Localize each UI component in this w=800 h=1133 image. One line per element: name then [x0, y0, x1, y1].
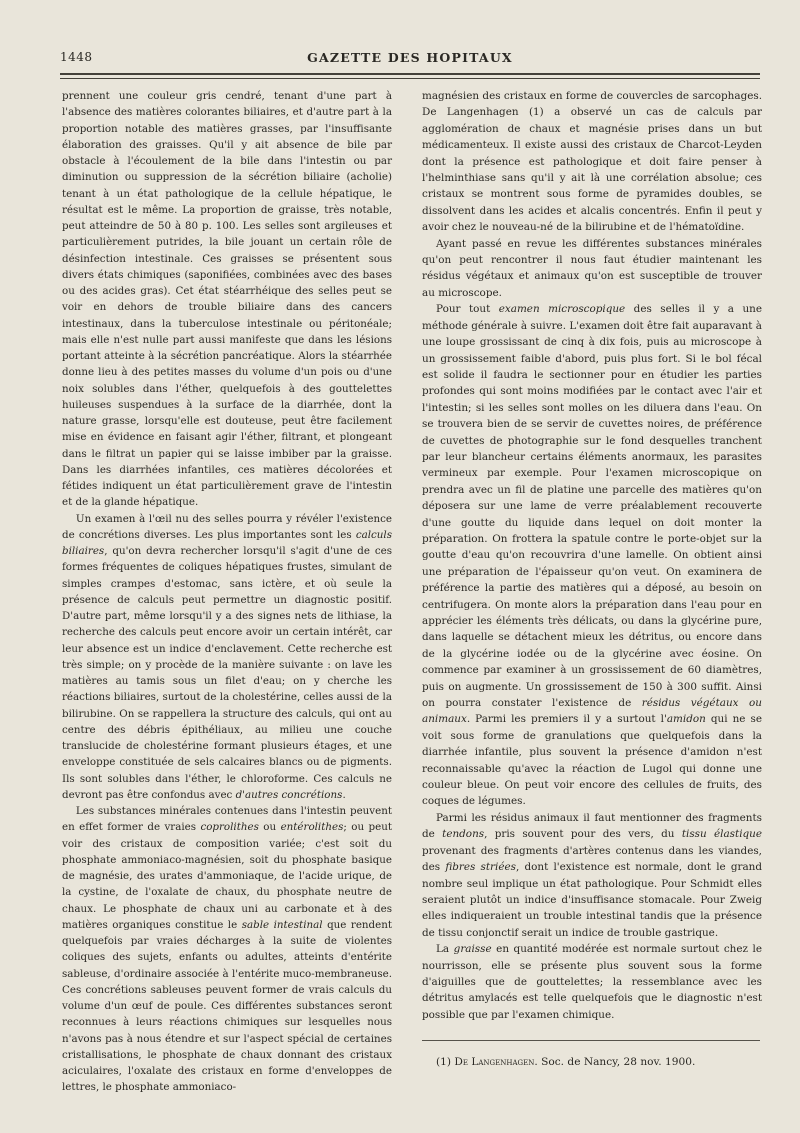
italic-term: amidon	[666, 713, 706, 726]
text-run: qui ne se voit sous forme de granulations que quelquefois dans la diarrhée infantile, plus souvent la présence d'amidon n'est reconnaissable qu'avec la réaction de Lugol qui donne une couleur bleue. On peut voir encore des cellules de fruits, des coques de légumes.	[422, 713, 762, 808]
paragraph	[422, 810, 762, 941]
text-run: Les substances minérales contenues dans l'intestin peuvent en effet former de vraies	[62, 805, 392, 834]
text-run: , dont l'existence est normale, dont le grand nombre seul implique un état pathologique. Pour Schmidt elles seraient plutôt un indice d'insuffisance stomacale. Pour Zweig elles indiqueraient un trouble intestinal tandis que la présence de tissu conjonctif serait un indice de trouble gastrique.	[422, 861, 763, 939]
footnote-rule	[422, 1040, 760, 1041]
left-column	[62, 88, 392, 1096]
italic-term: examen microscopique	[498, 303, 626, 316]
italic-term: fibres striées	[445, 861, 516, 874]
text-run: , qu'on devra rechercher lorsqu'il s'agit d'une de ces formes fréquentes de coliques hépatiques frustes, simulant de simples crampes d'estomac, sans ictère, et où seule la présence de calculs peut permettre un diagnostic positif. D'autre part, même lorsqu'il y a des signes nets de lithiase, la recherche des calculs peut encore avoir un certain intérêt, car leur absence est un indice d'enclavement. Cette recherche est très simple; on y procède de la manière suivante : on lave les matières au tamis sous un filet d'eau; on y cherche les réactions biliaires, surtout de la cholestérine, celles aussi de la bilirubine. On se rappellera la structure des calculs, qui ont au centre des débris épithéliaux, au milieu une couche translucide de cholestérine formant plusieurs étages, et une enveloppe constituée de sels calcaires blancs ou de pigments. Ils sont solubles dans l'éther, le chloroforme. Ces calculs ne devront pas être confondus avec	[62, 545, 392, 801]
italic-term: graisse	[453, 943, 492, 956]
italic-term: entérolithes	[280, 821, 344, 834]
text-run: , pris souvent pour des vers, du	[484, 828, 682, 841]
paragraph	[422, 301, 762, 810]
text-run: ou	[258, 821, 281, 834]
text-run: que rendent quelquefois par vraies décharges à la suite de violentes coliques des sujets, enfants ou adultes, atteints d'entérite sableuse, d'ordinaire associée à l'entérite muco-membraneuse. Ces concrétions sableuses peuvent former de vrais calculs du volume d'un œuf de poule. Ces différentes substances seront reconnues à leurs réactions chimiques sur lesquelles nous n'avons pas à nous étendre et sur l'aspect spécial de certaines cristallisations, le phosphate de chaux donnant des cristaux aciculaires, l'oxalate des cristaux en forme d'enveloppes de lettres, le phosphate ammoniaco-	[62, 918, 392, 1094]
text-run: Un examen à l'œil nu des selles pourra y révéler l'existence de concrétions diverses. Les plus importantes sont les	[62, 512, 392, 541]
text-run: magnésien des cristaux en forme de couvercles de sarcophages. De Langenhagen (1) a observé un cas de calculs par agglomération de chaux et magnésie prises dans un but médicamenteux. Il existe aussi des cristaux de Charcot-Leyden dont la présence est pathologique et doit faire penser à l'helminthiase sans qu'il y ait là une corrélation absolue; ces cristaux se montrent sous forme de pyramides doubles, se dissolvent dans les acides et alcalis concentrés. Enfin il peut y avoir chez le nouveau-né de la bilirubine et de l'hématoïdine.	[422, 90, 762, 234]
text-run: .	[342, 788, 346, 801]
paragraph	[422, 88, 762, 236]
text-run: des selles il y a une méthode générale à suivre. L'examen doit être fait auparavant à une loupe grossissant de cinq à dix fois, puis au microscope à un grossissement faible d'abord, puis plus fort. Si le bol fécal est solide il faudra le sectionner pour en étudier les parties profondes qui sont moins modifiées par le contact avec l'air et l'intestin; si les selles sont molles on les diluera dans l'eau. On se trouvera bien de se servir de cuvettes noires, de préférence de cuvettes de photographie sur le fond desquelles tranchent par leur blancheur certains éléments anormaux, les parasites vermineux par exemple. Pour l'examen microscopique on prendra avec un fil de platine une parcelle des matières qu'on déposera sur une lame de verre préalablement recouverte d'une goutte du liquide dans lequel on doit monter la préparation. On frottera la spatule contre le porte-objet sur la goutte d'eau qu'on recouvrira d'une lamelle. On obtient ainsi une préparation de l'épaisseur qu'on veut. On examinera de préférence la partie des matières qui a déposé, au besoin on centrifugera. On monte alors la préparation dans l'eau pour en apprécier les éléments très délicats, ou dans la glycérine pure, dans laquelle se détachent mieux les détritus, ou encore dans de la glycérine iodée ou de la glycérine avec éosine. On commence par examiner à un grossissement de 60 diamètres, puis on augmente. Un grossissement de 150 à 300 suffit. Ainsi on pourra constater l'existence de	[422, 303, 763, 710]
italic-term: calculs biliaires	[62, 528, 392, 557]
header-rule-thin	[60, 78, 760, 79]
text-run: Ayant passé en revue les différentes substances minérales qu'on peut rencontrer il nous faut étudier maintenant les résidus végétaux et animaux qu'on est susceptible de trouver au microscope.	[422, 237, 762, 299]
paragraph	[62, 511, 392, 804]
text-run: ; ou peut voir des cristaux de composition variée; c'est soit du phosphate ammoniaco-magnésien, soit du phosphate basique de magnésie, des urates d'ammoniaque, de l'acide urique, de la cystine, de l'oxalate de chaux, du phosphate neutre de chaux. Le phosphate de chaux uni au carbonate et à des matières organiques constitue le	[62, 821, 392, 931]
italic-term: tendons	[442, 828, 485, 841]
text-run: Parmi les résidus animaux il faut mentionner des fragments de	[422, 811, 762, 841]
italic-term: d'autres concrétions	[235, 788, 343, 801]
right-column	[422, 88, 762, 1023]
text-run: La	[436, 943, 454, 956]
italic-term: sable intestinal	[241, 918, 323, 931]
text-run: . Parmi les premiers il y a surtout l'	[466, 713, 667, 726]
text-run: Pour tout	[436, 303, 499, 316]
header-rule-thick	[60, 73, 760, 75]
footnote-marker: (1)	[436, 1056, 455, 1068]
footnote	[436, 1055, 695, 1069]
text-run: provenant des fragments d'artères contenus dans les viandes, des	[422, 844, 762, 874]
footnote-text: . Soc. de Nancy, 28 nov. 1900.	[534, 1056, 696, 1068]
italic-term: coprolithes	[200, 821, 259, 834]
paragraph	[62, 88, 392, 511]
running-title: GAZETTE DES HOPITAUX	[307, 50, 513, 65]
text-run: prennent une couleur gris cendré, tenant d'une part à l'absence des matières colorantes biliaires, et d'autre part à la proportion notable des matières grasses, par l'insuffisante élaboration des graisses. Qu'il y ait absence de bile par obstacle à l'écoulement de la bile dans l'intestin ou par diminution ou suppression de la sécrétion biliaire (acholie) tenant à un état pathologique de la cellule hépatique, le résultat est le même. La proportion de graisse, très notable, peut atteindre de 50 à 80 p. 100. Les selles sont argileuses et particulièrement putrides, la bile jouant un certain rôle de désinfection intestinale. Ces graisses se présentent sous divers états chimiques (saponifiées, combinées avec des bases ou des acides gras). Cet état stéarrhéique des selles peut se voir en dehors de trouble biliaire dans des cancers intestinaux, dans la tuberculose intestinale ou péritonéale; mais elle n'est nulle part aussi manifeste que dans les lésions portant atteinte à la sécrétion pancréatique. Alors la stéarrhée donne lieu à des petites masses du volume d'un pois ou d'une noix solubles dans l'éther, quelquefois à des gouttelettes huileuses suspendues à la surface de la diarrhée, dont la nature grasse, lorsqu'elle est douteuse, peut être facilement mise en évidence en faisant agir l'éther, filtrant, et plongeant dans le filtrat un papier qui se laisse imbiber par la graisse. Dans les diarrhées infantiles, ces matières décolorées et fétides indiquent un état particulièrement grave de l'intestin et de la glande hépatique.	[62, 90, 392, 509]
italic-term: tissu élastique	[681, 828, 763, 841]
paragraph	[62, 803, 392, 1096]
text-run: en quantité modérée est normale surtout chez le nourrisson, elle se présente plus souvent sous la forme d'aiguilles que de gouttelettes; la ressemblance avec les détritus amylacés est telle quelquefois que le diagnostic n'est possible que par l'examen chimique.	[422, 943, 762, 1021]
paragraph	[422, 236, 762, 302]
page-header	[60, 50, 760, 70]
paragraph	[422, 941, 762, 1023]
italic-term: résidus végétaux ou animaux	[422, 697, 762, 726]
footnote-author: De Langenhagen	[454, 1056, 535, 1068]
page-number: 1448	[60, 50, 93, 64]
